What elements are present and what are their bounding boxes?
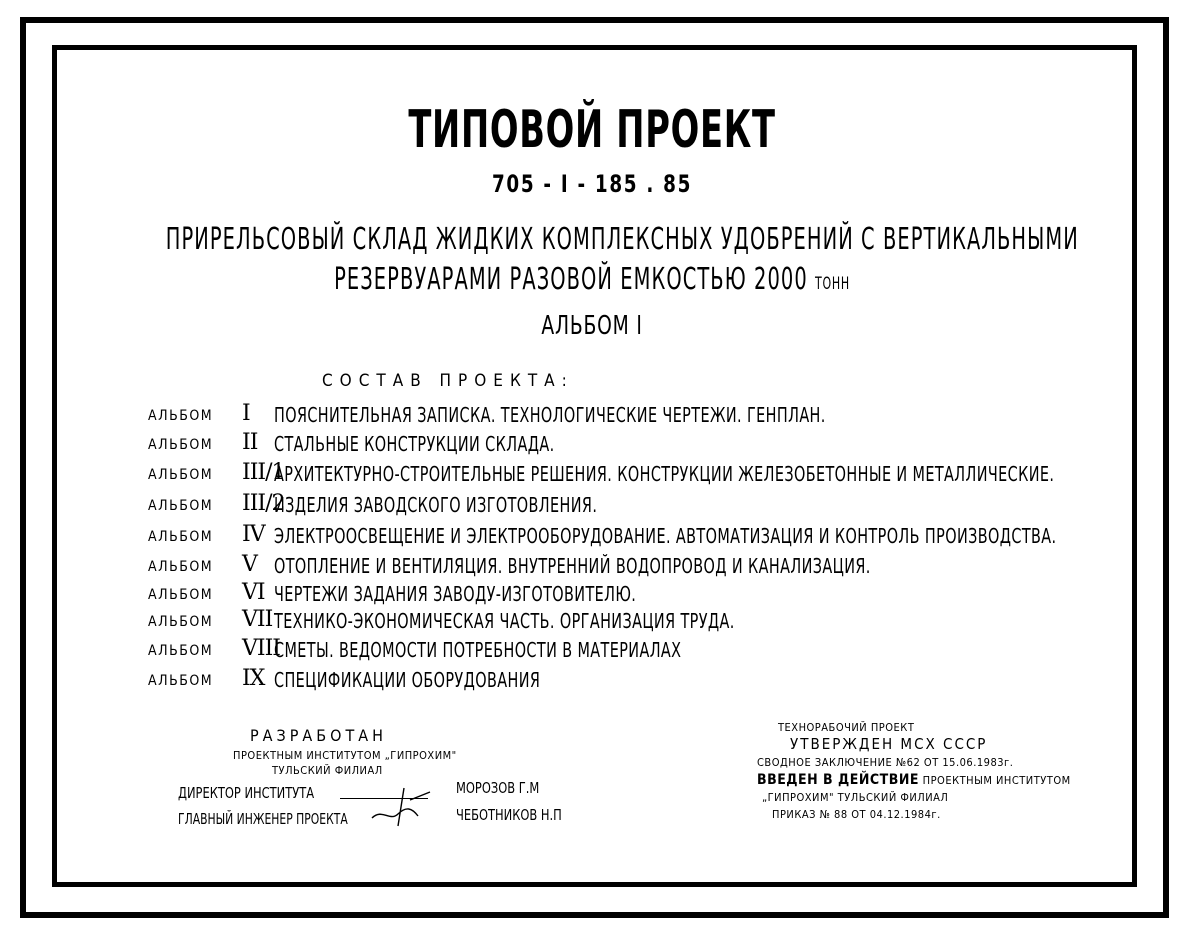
approval-line-2: УТВЕРЖДЕН МСХ СССР	[790, 735, 988, 753]
approval-line-3: СВОДНОЕ ЗАКЛЮЧЕНИЕ №62 ОТ 15.06.1983г.	[757, 756, 1014, 769]
album-title: АЛЬБОМ I	[541, 311, 643, 341]
album-label: АЛЬБОМ	[148, 673, 214, 689]
album-number: V	[242, 552, 257, 577]
approval-line-6: ПРИКАЗ № 88 ОТ 04.12.1984г.	[772, 808, 941, 821]
developer-branch: ТУЛЬСКИЙ ФИЛИАЛ	[272, 764, 383, 777]
album-description: СТАЛЬНЫЕ КОНСТРУКЦИИ СКЛАДА.	[274, 432, 555, 456]
album-label: АЛЬБОМ	[148, 587, 214, 603]
album-number: IX	[242, 666, 265, 691]
album-number: VII	[242, 607, 273, 632]
album-label: АЛЬБОМ	[148, 643, 214, 659]
album-description: СМЕТЫ. ВЕДОМОСТИ ПОТРЕБНОСТИ В МАТЕРИАЛАХ	[274, 638, 682, 662]
chief-engineer-name: ЧЕБОТНИКОВ Н.П	[456, 806, 562, 824]
album-label: АЛЬБОМ	[148, 408, 214, 424]
approval-line-5: „ГИПРОХИМ" ТУЛЬСКИЙ ФИЛИАЛ	[762, 791, 949, 804]
album-description: ИЗДЕЛИЯ ЗАВОДСКОГО ИЗГОТОВЛЕНИЯ.	[274, 493, 598, 517]
album-label: АЛЬБОМ	[148, 529, 214, 545]
album-label: АЛЬБОМ	[148, 467, 214, 483]
album-number: VI	[242, 580, 265, 605]
album-label: АЛЬБОМ	[148, 437, 214, 453]
project-name-text: РЕЗЕРВУАРАМИ РАЗОВОЙ ЕМКОСТЬЮ 2000	[334, 262, 808, 297]
approval-line-4-bold: ВВЕДЕН В ДЕЙСТВИЕ	[757, 772, 919, 788]
chief-engineer-role: ГЛАВНЫЙ ИНЖЕНЕР ПРОЕКТА	[178, 810, 348, 828]
album-label: АЛЬБОМ	[148, 498, 214, 514]
document-title: ТИПОВОЙ ПРОЕКТ	[408, 100, 776, 160]
album-description: ПОЯСНИТЕЛЬНАЯ ЗАПИСКА. ТЕХНОЛОГИЧЕСКИЕ ЧЕРТЕЖИ. ГЕНПЛАН.	[274, 403, 826, 427]
album-description: ТЕХНИКО-ЭКОНОМИЧЕСКАЯ ЧАСТЬ. ОРГАНИЗАЦИЯ ТРУДА.	[274, 609, 735, 633]
album-label: АЛЬБОМ	[148, 614, 214, 630]
project-name-line1: ПРИРЕЛЬСОВЫЙ СКЛАД ЖИДКИХ КОМПЛЕКСНЫХ УДОБРЕНИЙ С ВЕРТИКАЛЬНЫМИ	[165, 222, 1079, 257]
album-description: ЧЕРТЕЖИ ЗАДАНИЯ ЗАВОДУ-ИЗГОТОВИТЕЛЮ.	[274, 582, 637, 606]
director-name: МОРОЗОВ Г.М	[456, 779, 540, 797]
contents-title: СОСТАВ ПРОЕКТА:	[322, 371, 574, 391]
album-number: II	[242, 430, 258, 455]
project-name-line2	[166, 262, 1018, 297]
album-description: ОТОПЛЕНИЕ И ВЕНТИЛЯЦИЯ. ВНУТРЕННИЙ ВОДОПРОВОД И КАНАЛИЗАЦИЯ.	[274, 554, 871, 578]
approval-line-4-rest: ПРОЕКТНЫМ ИНСТИТУТОМ	[918, 774, 1071, 787]
album-number: III/1	[242, 460, 285, 485]
album-number: I	[242, 401, 250, 426]
developer-institute: ПРОЕКТНЫМ ИНСТИТУТОМ „ГИПРОХИМ"	[233, 749, 457, 762]
album-description: СПЕЦИФИКАЦИИ ОБОРУДОВАНИЯ	[274, 668, 541, 692]
album-number: III/2	[242, 491, 285, 516]
developer-heading: РАЗРАБОТАН	[250, 726, 387, 745]
album-number: IV	[242, 522, 265, 547]
signature-icon	[368, 778, 438, 830]
approval-line-4	[757, 772, 1071, 788]
capacity-unit: ТОНН	[815, 274, 850, 294]
album-number: VIII	[242, 636, 280, 661]
album-label: АЛЬБОМ	[148, 559, 214, 575]
director-role: ДИРЕКТОР ИНСТИТУТА	[178, 784, 315, 802]
album-description: АРХИТЕКТУРНО-СТРОИТЕЛЬНЫЕ РЕШЕНИЯ. КОНСТРУКЦИИ ЖЕЛЕЗОБЕТОННЫЕ И МЕТАЛЛИЧЕСКИЕ.	[274, 462, 1055, 486]
project-code: 705 - I - 185 . 85	[491, 170, 693, 198]
approval-line-1: ТЕХНОРАБОЧИЙ ПРОЕКТ	[778, 721, 915, 734]
album-description: ЭЛЕКТРООСВЕЩЕНИЕ И ЭЛЕКТРООБОРУДОВАНИЕ. АВТОМАТИЗАЦИЯ И КОНТРОЛЬ ПРОИЗВОДСТВА.	[274, 524, 1057, 548]
